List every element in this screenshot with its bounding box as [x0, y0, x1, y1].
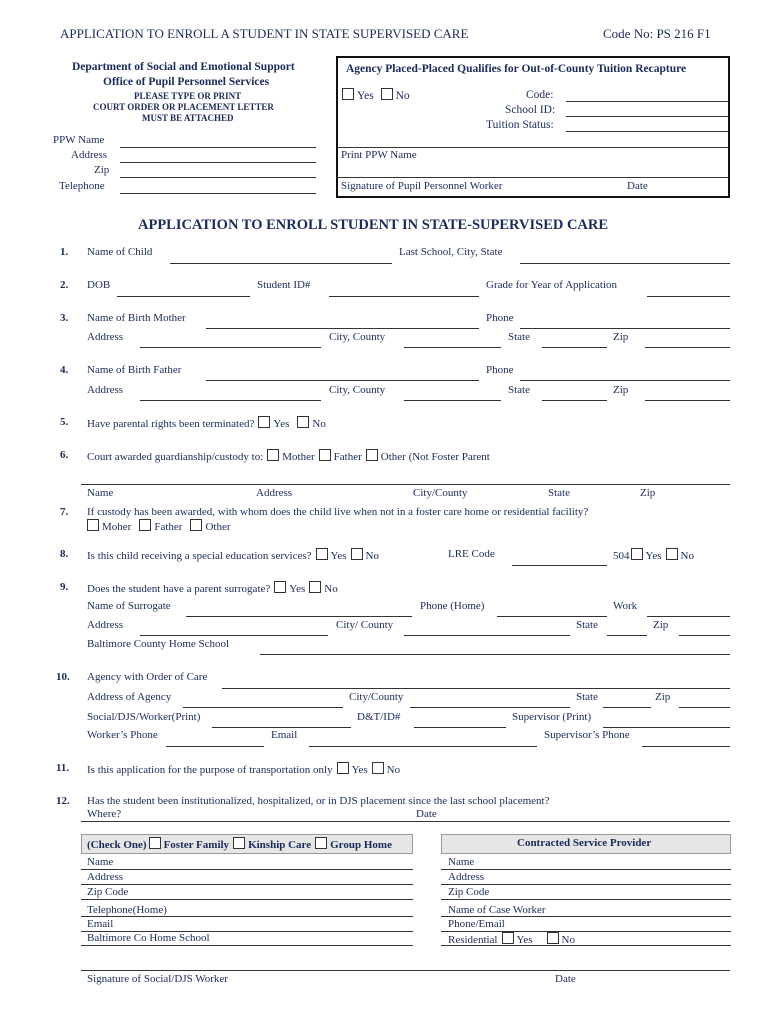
q11-row: [87, 762, 400, 776]
group-home-label: Group Home: [330, 839, 392, 851]
q5-no-checkbox[interactable]: [297, 416, 309, 428]
q10-number: 10.: [56, 671, 70, 683]
agency-zip-field[interactable]: [679, 707, 730, 708]
main-title: APPLICATION TO ENROLL STUDENT IN STATE-SUPERVISED CARE: [138, 217, 609, 233]
dt-id-field[interactable]: [414, 727, 506, 728]
q4-name-label: Name of Birth Father: [87, 364, 182, 376]
q8-no-checkbox[interactable]: [351, 548, 363, 560]
q11-no-checkbox[interactable]: [372, 762, 384, 774]
ppw-name-label: PPW Name: [53, 134, 105, 146]
home-school-field[interactable]: [260, 654, 730, 655]
q3-state-label: State: [508, 331, 530, 343]
guardian-info-field[interactable]: [81, 484, 730, 485]
q6-father-label: Father: [333, 451, 362, 463]
father-name-field[interactable]: [206, 380, 479, 381]
q3-phone-label: Phone: [486, 312, 514, 324]
q4-number: 4.: [60, 364, 69, 376]
q7-other-checkbox[interactable]: [190, 519, 202, 531]
right-address-label: Address: [448, 871, 485, 883]
q8-504-label: 504: [613, 550, 630, 562]
q9-number: 9.: [60, 581, 69, 593]
q8-504-yes-label: Yes: [645, 550, 662, 562]
q8-lre-label: LRE Code: [448, 548, 495, 560]
q7-other-label: Other: [205, 521, 231, 533]
q2-grade-label: Grade for Year of Application: [486, 279, 618, 291]
q6-name-label: Name: [87, 487, 114, 499]
q7-mother-checkbox[interactable]: [87, 519, 99, 531]
q1-number: 1.: [60, 246, 69, 258]
ppw-telephone-label: Telephone: [59, 180, 105, 192]
q2-number: 2.: [60, 279, 69, 291]
mother-address-field[interactable]: [140, 347, 321, 348]
mother-state-field[interactable]: [542, 347, 607, 348]
footer-signature-label: Signature of Social/DJS Worker: [87, 973, 228, 985]
q4-zip-label: Zip: [613, 384, 629, 396]
ppw-telephone-field[interactable]: [120, 193, 316, 194]
agency-tuition-label: Tuition Status:: [486, 119, 554, 131]
lre-code-field[interactable]: [512, 565, 607, 566]
q11-text: Is this application for the purpose of transportation only: [87, 764, 333, 776]
q3-city-label: City, County: [329, 331, 386, 343]
student-id-field[interactable]: [329, 296, 479, 297]
left-zip-field[interactable]: [81, 899, 413, 900]
q9-no-checkbox[interactable]: [309, 581, 321, 593]
dept-line1: Department of Social and Emotional Support: [72, 61, 295, 73]
q6-other-label: Other (Not Foster Parent: [380, 451, 490, 463]
kinship-care-label: Kinship Care: [248, 839, 312, 851]
q10-state-label: State: [576, 691, 598, 703]
q6-father-checkbox[interactable]: [319, 449, 331, 461]
surrogate-city-field[interactable]: [404, 635, 570, 636]
q6-city-label: City/County: [413, 487, 468, 499]
father-phone-field[interactable]: [520, 380, 730, 381]
q8-504-no-label: No: [680, 550, 694, 562]
q10-supervisor-label: Supervisor (Print): [512, 711, 592, 723]
q12-number: 12.: [56, 795, 70, 807]
worker-name-field[interactable]: [212, 727, 351, 728]
q6-text: Court awarded guardianship/custody to:: [87, 451, 264, 463]
q3-zip-label: Zip: [613, 331, 629, 343]
agency-address-field[interactable]: [183, 707, 343, 708]
ppw-address-field[interactable]: [120, 162, 316, 163]
foster-family-label: Foster Family: [163, 839, 230, 851]
agency-no-checkbox[interactable]: [381, 88, 393, 100]
supervisor-name-field[interactable]: [603, 727, 730, 728]
q7-mother-label: Moher: [102, 521, 132, 533]
q6-number: 6.: [60, 449, 69, 461]
agency-title: Agency Placed-Placed Qualifies for Out-of-County Tuition Recapture: [346, 63, 687, 75]
mother-phone-field[interactable]: [520, 328, 730, 329]
case-worker-field[interactable]: [441, 916, 731, 917]
foster-family-checkbox[interactable]: [149, 837, 161, 849]
right-zip-label: Zip Code: [448, 886, 490, 898]
father-address-field[interactable]: [140, 400, 321, 401]
agency-city-field[interactable]: [410, 707, 570, 708]
ppw-signature-label: Signature of Pupil Personnel Worker: [341, 180, 503, 192]
child-name-field[interactable]: [170, 263, 392, 264]
q6-address-label: Address: [256, 487, 293, 499]
residential-field: [441, 945, 731, 946]
grade-field[interactable]: [647, 296, 730, 297]
q5-yes-label: Yes: [273, 418, 290, 430]
ppw-zip-label: Zip: [94, 164, 110, 176]
print-ppw-field[interactable]: [338, 177, 728, 178]
q9-work-label: Work: [613, 600, 638, 612]
last-school-field[interactable]: [520, 263, 730, 264]
provider-zip-field[interactable]: [441, 899, 731, 900]
q8-text: Is this child receiving a special education services?: [87, 550, 312, 562]
check-one-label: (Check One): [87, 839, 147, 851]
ppw-address-label: Address: [71, 149, 108, 161]
q5-text: Have parental rights been terminated?: [87, 418, 255, 430]
left-home-school-label: Baltimore Co Home School: [87, 932, 210, 944]
q10-zip-label: Zip: [655, 691, 671, 703]
mother-city-field[interactable]: [404, 347, 501, 348]
q11-yes-label: Yes: [351, 764, 368, 776]
q7-father-label: Father: [154, 521, 183, 533]
q10-address-label: Address of Agency: [87, 691, 172, 703]
right-name-label: Name: [448, 856, 475, 868]
q12-where-label: Where?: [87, 808, 122, 820]
agency-yes-no: [338, 88, 410, 102]
left-telephone-field[interactable]: [81, 916, 413, 917]
q12-text: Has the student been institutionalized, hospitalized, or in DJS placement since the last school placement?: [87, 795, 550, 807]
q8-504-row: [613, 548, 694, 562]
father-city-field[interactable]: [404, 400, 501, 401]
ppw-zip-field[interactable]: [120, 177, 316, 178]
ppw-date-label: Date: [627, 180, 648, 192]
left-name-field[interactable]: [81, 869, 413, 870]
signature-line[interactable]: [81, 970, 730, 971]
left-telephone-label: Telephone(Home): [87, 904, 167, 916]
mother-name-field[interactable]: [206, 328, 479, 329]
q6-mother-label: Mother: [282, 451, 315, 463]
q4-state-label: State: [508, 384, 530, 396]
q10-dt-label: D&T/ID#: [357, 711, 401, 723]
q6-other-checkbox[interactable]: [366, 449, 378, 461]
q9-home-school-label: Baltimore County Home School: [87, 638, 230, 650]
q7-number: 7.: [60, 506, 69, 518]
q4-address-label: Address: [87, 384, 124, 396]
q8-row: [87, 548, 379, 562]
q10-email-label: Email: [271, 729, 298, 741]
residential-yes-label: Yes: [516, 934, 533, 946]
worker-phone-field[interactable]: [166, 746, 264, 747]
q5-no-label: No: [312, 418, 326, 430]
agency-name-field[interactable]: [222, 688, 730, 689]
worker-email-field[interactable]: [309, 746, 537, 747]
dept-line3: PLEASE TYPE OR PRINT: [134, 91, 242, 101]
left-address-field[interactable]: [81, 884, 413, 885]
agency-no-label: No: [395, 90, 410, 102]
surrogate-zip-field[interactable]: [679, 635, 730, 636]
agency-state-field[interactable]: [603, 707, 651, 708]
left-zip-label: Zip Code: [87, 886, 129, 898]
provider-title: Contracted Service Provider: [517, 837, 652, 849]
q7-text: If custody has been awarded, with whom does the child live when not in a foster care home or residential facility?: [87, 506, 589, 518]
surrogate-address-field[interactable]: [140, 635, 328, 636]
q4-phone-label: Phone: [486, 364, 514, 376]
q9-yes-label: Yes: [289, 583, 306, 595]
q6-state-label: State: [548, 487, 570, 499]
surrogate-state-field[interactable]: [607, 635, 647, 636]
q6-mother-checkbox[interactable]: [267, 449, 279, 461]
q2-student-id-label: Student ID#: [257, 279, 311, 291]
q10-agency-label: Agency with Order of Care: [87, 671, 208, 683]
q11-number: 11.: [56, 762, 70, 774]
where-field[interactable]: [81, 821, 730, 822]
q2-dob-label: DOB: [87, 279, 111, 291]
agency-school-id-label: School ID:: [505, 104, 556, 116]
agency-code-field[interactable]: [566, 101, 728, 102]
q11-yes-checkbox[interactable]: [337, 762, 349, 774]
agency-yes-label: Yes: [357, 90, 374, 102]
residential-label: Residential: [448, 934, 498, 946]
q3-number: 3.: [60, 312, 69, 324]
q11-no-label: No: [386, 764, 401, 776]
surrogate-phone-field[interactable]: [497, 616, 607, 617]
q9-address-label: Address: [87, 619, 124, 631]
father-state-field[interactable]: [542, 400, 607, 401]
q3-address-label: Address: [87, 331, 124, 343]
provider-address-field[interactable]: [441, 884, 731, 885]
mother-zip-field[interactable]: [645, 347, 730, 348]
q7-options: [83, 519, 230, 533]
agency-yes-checkbox[interactable]: [342, 88, 354, 100]
q1-name-label: Name of Child: [87, 246, 153, 258]
dob-field[interactable]: [117, 296, 250, 297]
q8-yes-label: Yes: [330, 550, 347, 562]
residential-yes-checkbox[interactable]: [502, 932, 514, 944]
q10-supervisor-phone-label: Supervisor’s Phone: [544, 729, 630, 741]
left-address-label: Address: [87, 871, 124, 883]
print-ppw-label: Print PPW Name: [341, 149, 417, 161]
q9-yes-checkbox[interactable]: [274, 581, 286, 593]
q3-name-label: Name of Birth Mother: [87, 312, 186, 324]
form-title: APPLICATION TO ENROLL A STUDENT IN STATE SUPERVISED CARE: [60, 26, 469, 41]
q10-city-label: City/County: [349, 691, 404, 703]
left-email-label: Email: [87, 918, 114, 930]
right-phone-email-label: Phone/Email: [448, 918, 505, 930]
kinship-care-checkbox[interactable]: [233, 837, 245, 849]
q9-surrogate-label: Name of Surrogate: [87, 600, 171, 612]
form-code: Code No: PS 216 F1: [603, 26, 711, 41]
residential-row: [448, 932, 575, 946]
agency-tuition-field[interactable]: [566, 131, 728, 132]
q9-row: [87, 581, 338, 595]
left-name-label: Name: [87, 856, 114, 868]
q5-row: [87, 416, 326, 430]
q9-city-label: City/ County: [336, 619, 394, 631]
q6-row: [87, 449, 490, 463]
placement-type-row: [87, 837, 392, 851]
q9-zip-label: Zip: [653, 619, 669, 631]
dept-line2: Office of Pupil Personnel Services: [103, 76, 270, 88]
q9-state-label: State: [576, 619, 598, 631]
q7-father-checkbox[interactable]: [139, 519, 151, 531]
residential-no-checkbox[interactable]: [547, 932, 559, 944]
q8-504-yes-checkbox[interactable]: [631, 548, 643, 560]
right-case-worker-label: Name of Case Worker: [448, 904, 546, 916]
q1-last-school-label: Last School, City, State: [399, 246, 503, 258]
ppw-name-field[interactable]: [120, 147, 316, 148]
supervisor-phone-field[interactable]: [642, 746, 730, 747]
q12-date-label: Date: [416, 808, 437, 820]
q8-number: 8.: [60, 548, 69, 560]
agency-code-label: Code:: [526, 89, 554, 101]
group-home-checkbox[interactable]: [315, 837, 327, 849]
q8-504-no-checkbox[interactable]: [666, 548, 678, 560]
q9-phone-label: Phone (Home): [420, 600, 485, 612]
agency-divider: [338, 147, 728, 148]
q6-zip-label: Zip: [640, 487, 656, 499]
surrogate-name-field[interactable]: [186, 616, 412, 617]
dept-line4: COURT ORDER OR PLACEMENT LETTER: [93, 102, 274, 112]
residential-no-label: No: [561, 934, 575, 946]
q5-number: 5.: [60, 416, 69, 428]
left-home-school-field[interactable]: [81, 945, 413, 946]
q10-worker-phone-label: Worker’s Phone: [87, 729, 158, 741]
provider-name-field[interactable]: [441, 869, 731, 870]
q8-yes-checkbox[interactable]: [316, 548, 328, 560]
surrogate-work-field[interactable]: [647, 616, 730, 617]
q9-no-label: No: [324, 583, 338, 595]
father-zip-field[interactable]: [645, 400, 730, 401]
q10-worker-label: Social/DJS/Worker(Print): [87, 711, 201, 723]
agency-school-id-field[interactable]: [566, 116, 728, 117]
q4-city-label: City, County: [329, 384, 386, 396]
q9-text: Does the student have a parent surrogate?: [87, 583, 271, 595]
q5-yes-checkbox[interactable]: [258, 416, 270, 428]
dept-line5: MUST BE ATTACHED: [142, 113, 234, 123]
footer-date-label: Date: [555, 973, 576, 985]
q8-no-label: No: [365, 550, 379, 562]
